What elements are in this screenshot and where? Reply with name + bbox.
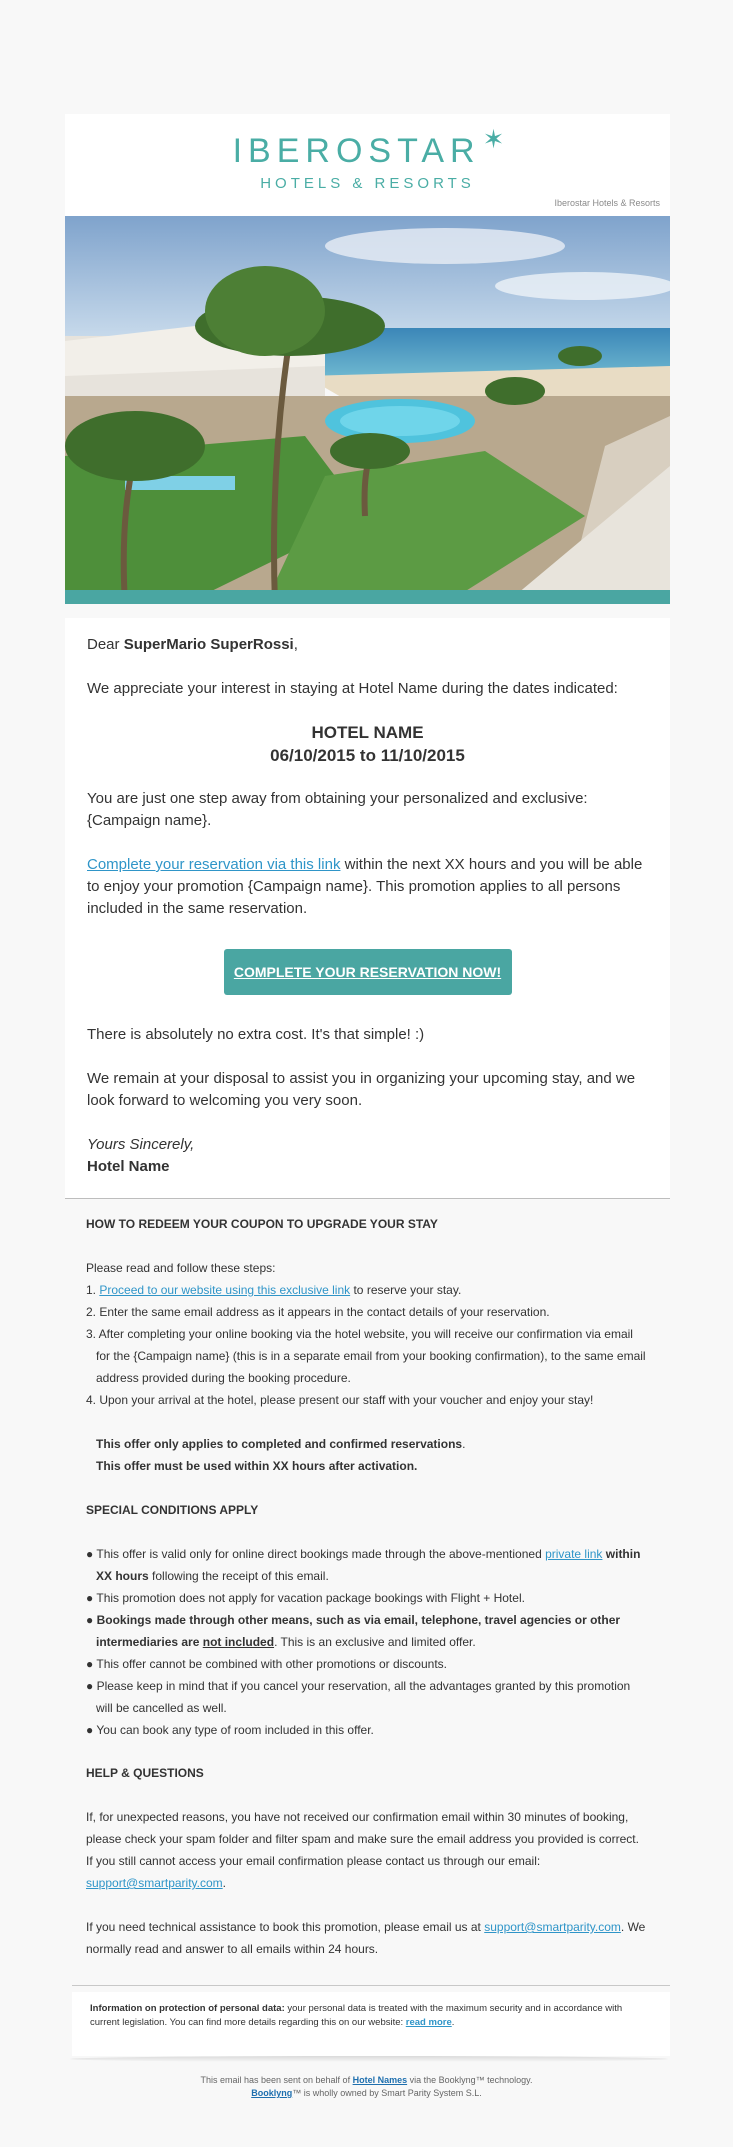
logo-title: IBEROSTAR [232,132,481,170]
condition-1b [86,1565,656,1587]
redeem-step-3a: 3. After completing your online booking via the hotel website, you will receive our confirmation via email [86,1327,633,1341]
star-icon: ✶ [482,124,505,154]
hero-image [65,216,670,604]
redeem-section [86,1213,656,1477]
conditions-section [86,1499,656,1741]
email-header [65,114,670,216]
closing-text: Yours Sincerely, [87,1136,195,1153]
brand-logo[interactable] [65,124,670,192]
step-text: You are just one step away from obtaining your personalized and exclusive: {Campaign name}. [87,790,588,829]
condition-3b [86,1631,656,1653]
footer-text-b: via the Booklyng™ technology. [407,2075,533,2085]
condition-1-bold: within [602,1547,641,1561]
footer-line-1 [0,2074,733,2087]
redeem-title: HOW TO REDEEM YOUR COUPON TO UPGRADE YOUR STAY [86,1217,438,1231]
help-text-1: If, for unexpected reasons, you have not received our confirmation email within 30 minutes of booking, [86,1810,629,1824]
greeting [87,618,648,656]
offer-note-2: This offer must be used within XX hours after activation. [96,1459,418,1473]
step-number: 1. [86,1283,100,1297]
private-link[interactable]: private link [545,1547,603,1561]
condition-3-bold: Bookings made through other means, such as via email, telephone, travel agencies or other [96,1613,621,1627]
logo-subtitle: HOTELS & RESORTS [260,175,475,192]
email-body [65,618,670,1198]
no-cost-text: There is absolutely no extra cost. It's that simple! :) [87,1026,425,1043]
bullet: ● [86,1613,97,1627]
reservation-link[interactable]: Complete your reservation via this link [87,856,341,873]
hotel-summary [87,721,648,767]
help-text-2: please check your spam folder and filter spam and make sure the email address you provided is correct. [86,1832,639,1846]
privacy-label: Information on protection of personal data: [90,2003,285,2014]
privacy-text: your personal data is treated with the maximum security and in accordance with current legislation. You can find more details regarding this on our website: [90,2003,623,2028]
condition-2: ● This promotion does not apply for vacation package bookings with Flight + Hotel. [86,1591,525,1605]
condition-1b-bold: XX hours [96,1569,149,1583]
privacy-notice [72,1992,670,2056]
condition-3b-text: . This is an exclusive and limited offer. [274,1635,476,1649]
booklyng-link[interactable]: Booklyng [251,2088,293,2098]
hotel-names-link[interactable]: Hotel Names [352,2075,408,2085]
footer-line-2 [0,2087,733,2100]
condition-1 [86,1543,656,1565]
condition-6: ● You can book any type of room included in this offer. [86,1723,374,1737]
redeem-step-3b: for the {Campaign name} (this is in a separate email from your booking confirmation), to the same email [96,1349,646,1363]
privacy-divider [72,1985,670,1986]
footer-text-c: ™ is wholly owned by Smart Parity System S.L. [292,2088,482,2098]
stay-dates: 06/10/2015 to 11/10/2015 [270,746,465,765]
condition-5b: will be cancelled as well. [96,1701,227,1715]
privacy-end: . [451,2017,455,2028]
greeting-suffix: , [293,636,298,653]
intro-text: We appreciate your interest in staying at Hotel Name during the dates indicated: [87,680,618,697]
help-text-3: If you still cannot access your email confirmation please contact us through our email: [86,1854,541,1868]
exclusive-website-link[interactable]: Proceed to our website using this exclusive link [99,1283,351,1297]
support-email-link[interactable]: support@smartparity.com [86,1876,223,1890]
condition-4: ● This offer cannot be combined with other promotions or discounts. [86,1657,447,1671]
complete-reservation-button[interactable]: COMPLETE YOUR RESERVATION NOW! [224,949,512,995]
offer-note-1-bold: This offer only applies to completed and confirmed reservations [96,1437,463,1451]
greeting-prefix: Dear [87,636,124,653]
help-section [86,1762,656,1960]
condition-1b-text: following the receipt of this email. [148,1569,329,1583]
not-included-text: not included [202,1635,275,1649]
redeem-intro: Please read and follow these steps: [86,1261,276,1275]
condition-5: ● Please keep in mind that if you cancel your reservation, all the advantages granted by this promotion [86,1679,631,1693]
redeem-step-3c: address provided during the booking procedure. [96,1371,351,1385]
support-email-link-2[interactable]: support@smartparity.com [484,1920,621,1934]
help-text-5: normally read and answer to all emails within 24 hours. [86,1942,379,1956]
conditions-title: SPECIAL CONDITIONS APPLY [86,1503,259,1517]
condition-3 [86,1609,656,1631]
redeem-step-2: 2. Enter the same email address as it appears in the contact details of your reservation. [86,1305,550,1319]
help-text-4-end: . We [620,1920,646,1934]
disposal-text: We remain at your disposal to assist you in organizing your upcoming stay, and we look forward to welcoming you very soon. [87,1070,636,1109]
brand-caption: Iberostar Hotels & Resorts [554,198,660,208]
section-divider [65,1198,670,1199]
signature: Hotel Name [87,1158,170,1175]
shadow-divider [70,2056,668,2062]
help-title: HELP & QUESTIONS [86,1766,204,1780]
recipient-name: SuperMario SuperRossi [123,636,294,653]
read-more-link[interactable]: read more [405,2017,452,2028]
offer-note-1-end: . [462,1437,466,1451]
offer-note-1 [86,1433,656,1455]
hotel-name: HOTEL NAME [311,723,424,742]
condition-1-text: ● This offer is valid only for online direct bookings made through the above-mentioned [86,1547,546,1561]
reservation-text [87,854,648,920]
help-email-end: . [222,1876,227,1890]
step-text: to reserve your stay. [350,1283,462,1297]
help-text-4a: If you need technical assistance to book this promotion, please email us at [86,1920,485,1934]
redeem-step-1 [86,1279,656,1301]
condition-3b-bold: intermediaries are [96,1635,203,1649]
footer-text-a: This email has been sent on behalf of [200,2075,353,2085]
redeem-step-4: 4. Upon your arrival at the hotel, please present our staff with your voucher and enjoy your stay! [86,1393,594,1407]
resort-pool-illustration [65,216,670,604]
help-email-line [86,1872,656,1894]
email-footer [0,2074,733,2100]
help-text-4 [86,1916,656,1938]
reservation-rest: within the next XX hours and you will be able to enjoy your promotion {Campaign name}. This promotion applies to all persons included in the same reservation. [87,856,643,917]
